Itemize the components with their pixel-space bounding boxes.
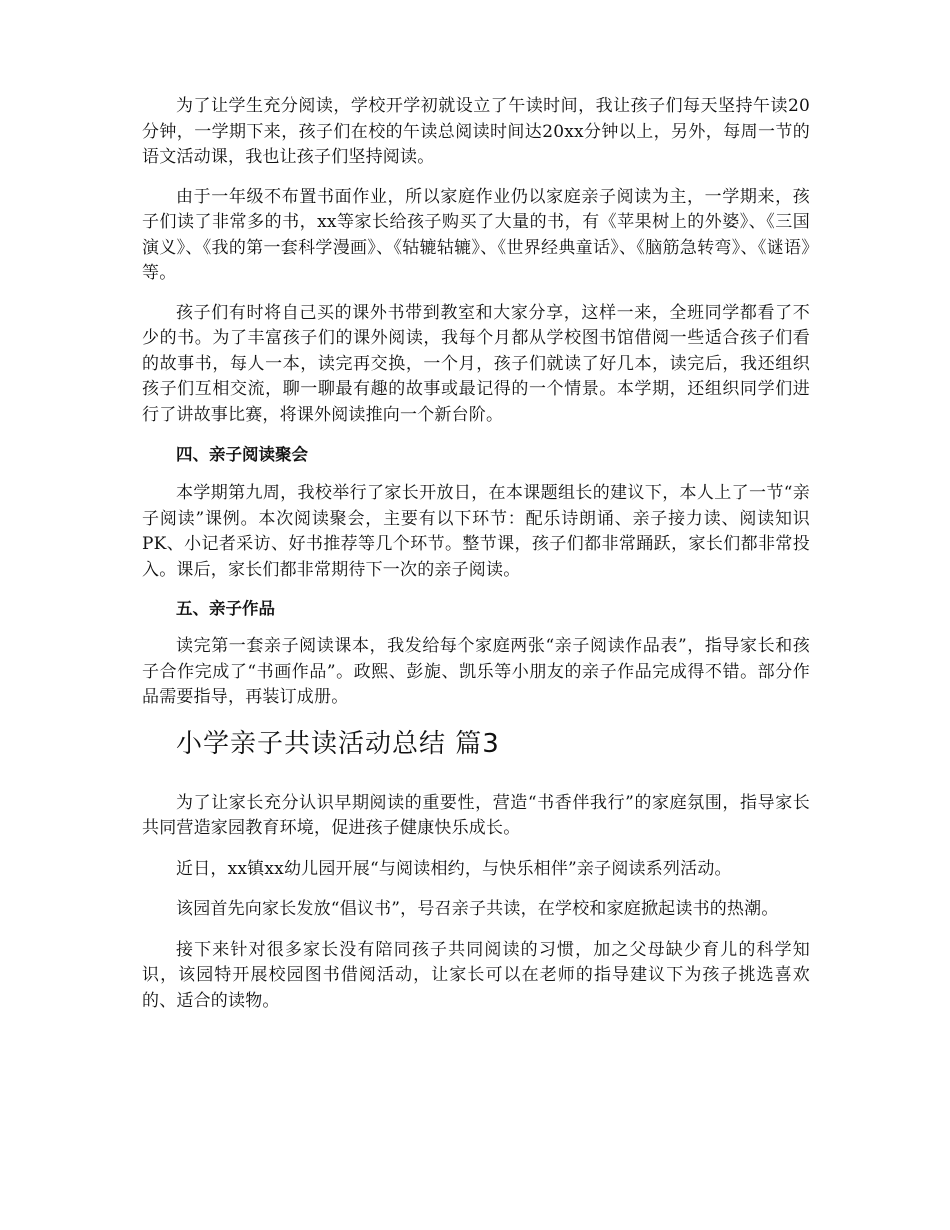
section-heading: 四、亲子阅读聚会 — [176, 445, 308, 464]
article-title: 小学亲子共读活动总结 篇3 — [176, 728, 500, 759]
body-paragraph: 接下来针对很多家长没有陪同孩子共同阅读的习惯，加之父母缺少育儿的科学知识，该园特开展校园图书借阅活动，让家长可以在老师的指导建议下为孩子挑选喜欢的、适合的读物。 — [142, 939, 810, 1011]
body-paragraph: 为了让家长充分认识早期阅读的重要性，营造“书香伴我行”的家庭氛围，指导家长共同营造家园教育环境，促进孩子健康快乐成长。 — [142, 792, 810, 838]
body-paragraph: 读完第一套亲子阅读课本，我发给每个家庭两张“亲子阅读作品表”，指导家长和孩子合作完成了“书画作品”。政熙、彭旎、凯乐等小朋友的亲子作品完成得不错。部分作品需要指导，再装订成册。 — [142, 636, 810, 707]
body-paragraph: 近日，xx镇xx幼儿园开展“与阅读相约，与快乐相伴”亲子阅读系列活动。 — [176, 858, 732, 879]
section-heading: 五、亲子作品 — [176, 599, 275, 618]
body-paragraph: 由于一年级不布置书面作业，所以家庭作业仍以家庭亲子阅读为主，一学期来，孩子们读了非常多的书，xx等家长给孩子购买了大量的书，有《苹果树上的外婆》、《三国演义》、《我的第一套科学漫画》、《轱辘轱辘》、《世界经典童话》、《脑筋急转弯》、《谜语》等。 — [142, 186, 810, 283]
body-paragraph: 该园首先向家长发放“倡议书”，号召亲子共读，在学校和家庭掀起读书的热潮。 — [176, 899, 779, 919]
body-paragraph: 本学期第九周，我校举行了家长开放日，在本课题组长的建议下，本人上了一节“亲子阅读”课例。本次阅读聚会，主要有以下环节：配乐诗朗诵、亲子接力读、阅读知识PK、小记者采访、好书推荐等几个环节。整节课，孩子们都非常踊跃，家长们都非常投入。课后，家长们都非常期待下一次的亲子阅读。 — [142, 483, 810, 580]
document-page — [142, 94, 810, 1014]
body-paragraph: 为了让学生充分阅读，学校开学初就设立了午读时间，我让孩子们每天坚持午读20分钟，一学期下来，孩子们在校的午读总阅读时间达20xx分钟以上，另外，每周一节的语文活动课，我也让孩子们坚持阅读。 — [142, 96, 810, 167]
body-paragraph: 孩子们有时将自己买的课外书带到教室和大家分享，这样一来，全班同学都看了不少的书。为了丰富孩子们的课外阅读，我每个月都从学校图书馆借阅一些适合孩子们看的故事书，每人一本，读完再交换，一个月，孩子们就读了好几本，读完后，我还组织孩子们互相交流，聊一聊最有趣的故事或最记得的一个情景。本学期，还组织同学们进行了讲故事比赛，将课外阅读推向一个新台阶。 — [142, 302, 810, 425]
